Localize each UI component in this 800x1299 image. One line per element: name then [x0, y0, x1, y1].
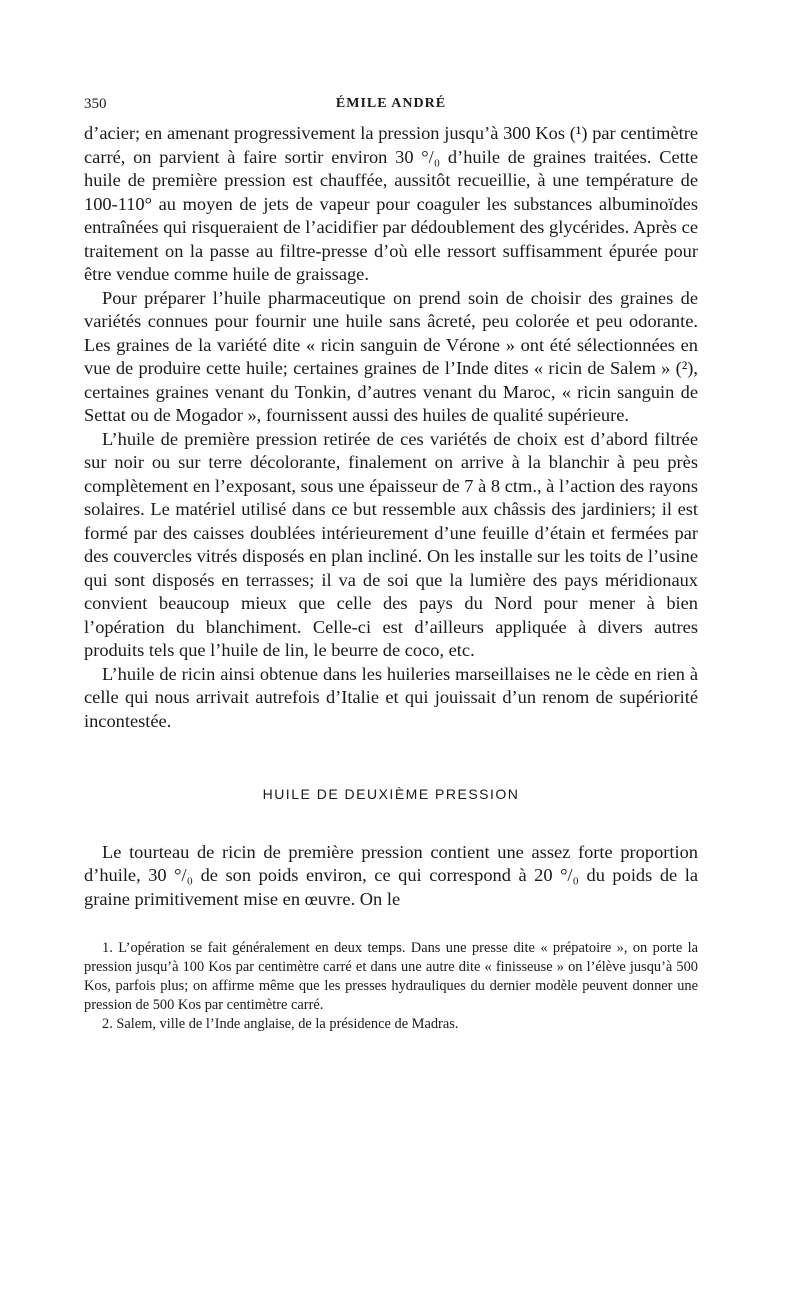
footnote-2: 2. Salem, ville de l’Inde anglaise, de la présidence de Madras.	[102, 1016, 459, 1032]
book-page	[84, 96, 698, 1034]
footnote-1: 1. L’opération se fait généralement en deux temps. Dans une presse dite « prépatoire », on porte la pression jusqu’à 100 Kos par centimètre carré et dans une autre dite « finisseuse » on l’élève jusqu’à 500 Kos, parfois plus; on affirme même que les presses hydrauliques du dernier modèle peuvent donner une pression de 500 Kos par centimètre carré.	[84, 940, 698, 1013]
paragraph-bleaching: L’huile de première pression retirée de ces variétés de choix est d’abord filtrée sur noir ou sur terre décolorante, finalement on arrive à la blanchir à peu près complètement en l’exposant, sous une épaisseur de 7 à 8 ctm., à l’action des rayons solaires. Le matériel utilisé dans ce but ressemble aux châssis des jardiniers; il est formé par des caisses doublées intérieurement d’une feuille d’étain et fermées par des couvercles vitrés disposés en plan incliné. On les installe sur les toits de l’usine qui sont disposés en terrasses; il va de soi que la lumière des pays méridionaux convient beaucoup mieux que celle des pays du Nord pour mener à bien l’opération du blanchiment. Celle-ci est d’ailleurs appliquée à divers autres produits tels que l’huile de lin, le beurre de coco, etc.	[84, 428, 698, 660]
page-number: 350	[84, 96, 107, 112]
paragraph-continued: d’acier; en amenant progressivement la pression jusqu’à 300 Kos (¹) par centimètre carré, on parvient à faire sortir environ 30 °/₀ d’huile de graines traitées. Cette huile de première pression est chauffée, aussitôt recueillie, à une température de 100-110° au moyen de jets de vapeur pour coaguler les substances albuminoïdes entraînées qui risqueraient de l’acidifier par dédoublement des glycérides. Après ce traitement on la passe au filtre-presse d’où elle ressort suffisamment épurée pour être vendue comme huile de graissage.	[84, 123, 698, 284]
section-heading: HUILE DE DEUXIÈME PRESSION	[262, 786, 520, 802]
page-header	[84, 96, 698, 122]
main-text	[84, 122, 698, 911]
paragraph-marseille-oil: L’huile de ricin ainsi obtenue dans les huileries marseillaises ne le cède en rien à celle qui nous arrivait autrefois d’Italie et qui jouissait d’un renom de supériorité incontestée.	[84, 663, 698, 731]
paragraph-pharmaceutical-oil: Pour préparer l’huile pharmaceutique on prend soin de choisir des graines de variétés connues pour fournir une huile sans âcreté, peu colorée et peu odorante. Les graines de la variété dite « ricin sanguin de Vérone » ont été sélectionnées en vue de produire cette huile; certaines graines de l’Inde dites « ricin de Salem » (²), certaines graines venant du Tonkin, d’autres venant du Maroc, « ricin sanguin de Settat ou de Mogador », fournissent aussi des huiles de qualité supérieure.	[84, 287, 698, 425]
paragraph-second-pressing: Le tourteau de ricin de première pression contient une assez forte proportion d’huile, 30 °/₀ de son poids environ, ce qui correspond à 20 °/₀ du poids de la graine primitivement mise en œuvre. On le	[84, 841, 698, 909]
running-head: ÉMILE ANDRÉ	[335, 96, 447, 111]
footnotes	[84, 939, 698, 1034]
